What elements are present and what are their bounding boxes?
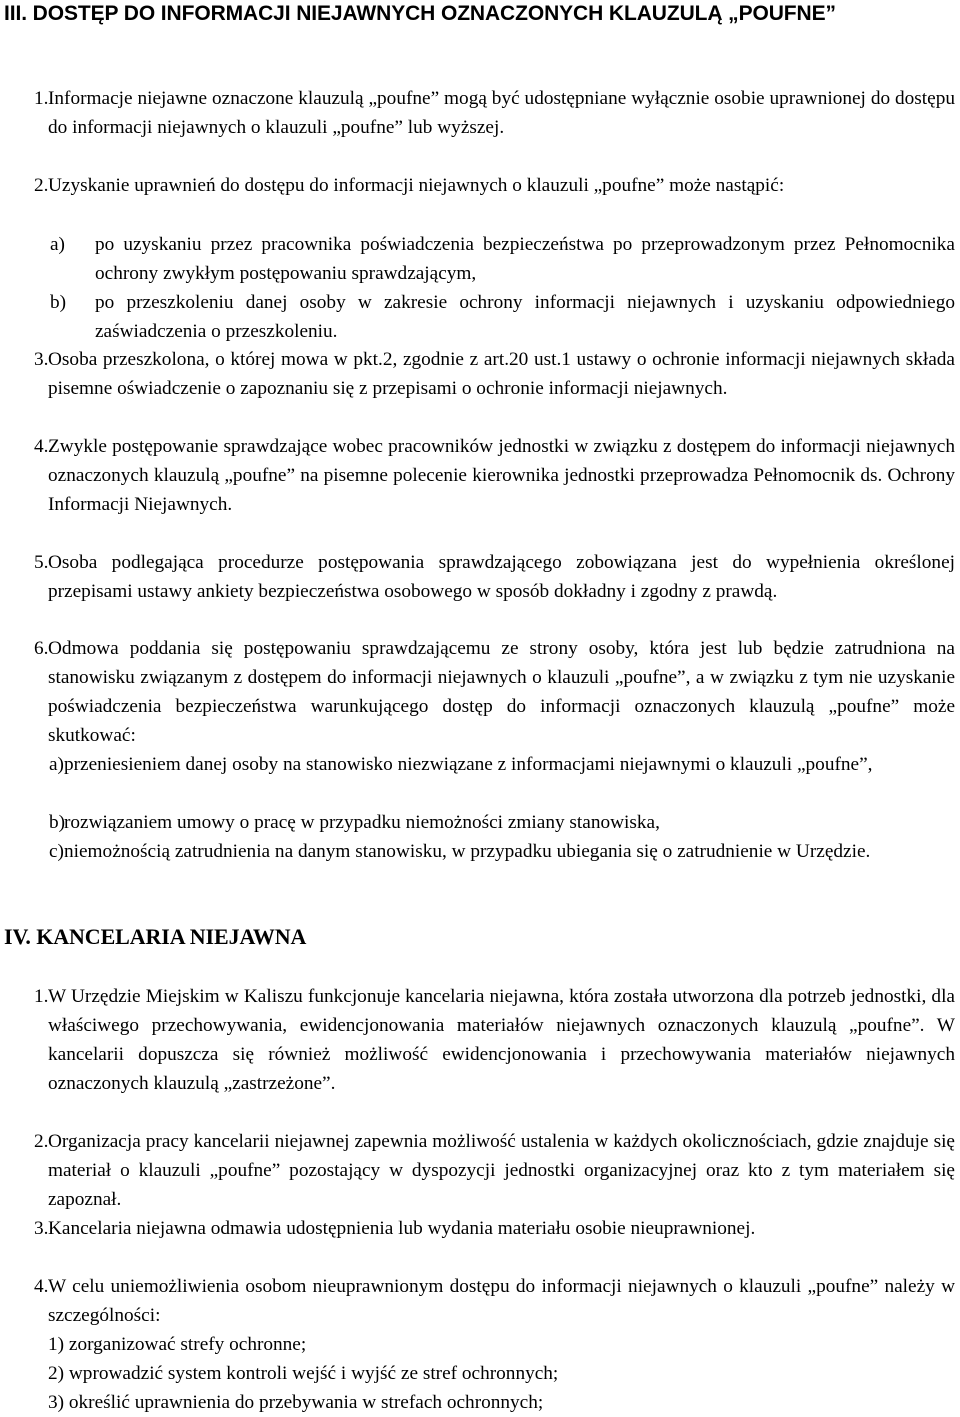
- section-heading-iii: III. DOSTĘP DO INFORMACJI NIEJAWNYCH OZNACZONYCH KLAUZULĄ „POUFNE”: [4, 2, 836, 25]
- sub-item-text: po przeszkoleniu danej osoby w zakresie ochrony informacji niejawnych i uzyskaniu odpowiedniego zaświadczenia o przeszkoleniu.: [95, 292, 955, 342]
- sub-item-text: rozwiązaniem umowy o pracę w przypadku niemożności zmiany stanowiska,: [64, 812, 660, 833]
- item-text: Organizacja pracy kancelarii niejawnej zapewnia możliwość ustalenia w każdych okolicznościach, gdzie znajduje się materiał o klauzuli „poufne” pozostający w dyspozycji jednostki organizacyjnej oraz kto z tym materiałem się zapoznał.: [48, 1131, 955, 1210]
- item-number: 2.: [34, 1131, 49, 1152]
- item-number: 3.: [34, 349, 49, 370]
- item-number: 1.: [34, 986, 49, 1007]
- list-item: [34, 1127, 955, 1214]
- item-number: 6.: [34, 638, 49, 659]
- item-number: 3.: [34, 1218, 49, 1239]
- numbered-sub-item: 1) zorganizować strefy ochronne;: [48, 1334, 307, 1355]
- item-text: W celu uniemożliwienia osobom nieuprawnionym dostępu do informacji niejawnych o klauzuli „poufne” należy w szczególności:: [48, 1276, 955, 1326]
- item-text: Osoba przeszkolona, o której mowa w pkt.2, zgodnie z art.20 ust.1 ustawy o ochronie informacji niejawnych składa pisemne oświadczenie o zapoznaniu się z przepisami o ochronie informacji niejawnych.: [48, 349, 955, 399]
- sub-list-item: [49, 837, 955, 866]
- item-number: 2.: [34, 175, 49, 196]
- sub-list-item: [49, 808, 955, 837]
- list-item: [34, 345, 955, 403]
- sub-item-text: po uzyskaniu przez pracownika poświadczenia bezpieczeństwa po przeprowadzonym przez Pełnomocnika ochrony zwykłym postępowaniu sprawdzającym,: [95, 234, 955, 284]
- list-item: [34, 84, 955, 142]
- sub-item-marker: a): [49, 754, 64, 775]
- sub-list-item: [50, 288, 955, 346]
- list-item: [34, 171, 955, 200]
- sub-item-marker: a): [50, 234, 65, 255]
- sub-item-text: przeniesieniem danej osoby na stanowisko niezwiązane z informacjami niejawnymi o klauzuli „poufne”,: [64, 754, 873, 775]
- item-number: 1.: [34, 88, 49, 109]
- sub-list-item: [49, 750, 955, 779]
- list-item: [34, 1214, 848, 1243]
- numbered-sub-item: 3) określić uprawnienia do przebywania w strefach ochronnych;: [48, 1392, 544, 1413]
- sub-item-marker: c): [49, 841, 64, 862]
- item-number: 4.: [34, 436, 49, 457]
- section-heading-iv: IV. KANCELARIA NIEJAWNA: [4, 924, 307, 949]
- item-text: Odmowa poddania się postępowaniu sprawdzającemu ze strony osoby, która jest lub będzie zatrudniona na stanowisku związanym z dostępem do informacji niejawnych o klauzuli „poufne”, a w związku z tym nie uzyskanie poświadczenia bezpieczeństwa warunkującego dostęp do informacji oznaczonych klauzulą „poufne” może skutkować:: [48, 638, 955, 746]
- item-number: 4.: [34, 1276, 49, 1297]
- list-item: [34, 548, 955, 606]
- sub-list-item: [50, 230, 955, 288]
- numbered-sub-item: 2) wprowadzić system kontroli wejść i wyjść ze stref ochronnych;: [48, 1363, 559, 1384]
- item-text: Zwykle postępowanie sprawdzające wobec pracowników jednostki w związku z dostępem do informacji niejawnych oznaczonych klauzulą „poufne” na pisemne polecenie kierownika jednostki przeprowadza Pełnomocnik ds. Ochrony Informacji Niejawnych.: [48, 436, 955, 515]
- list-item: [34, 982, 955, 1098]
- item-number: 5.: [34, 552, 49, 573]
- sub-item-text: niemożnością zatrudnienia na danym stanowisku, w przypadku ubiegania się o zatrudnienie w Urzędzie.: [64, 841, 871, 862]
- sub-item-marker: b): [50, 292, 67, 313]
- item-text: Uzyskanie uprawnień do dostępu do informacji niejawnych o klauzuli „poufne” może nastąpić:: [48, 175, 785, 196]
- sub-item-marker: b): [49, 812, 66, 833]
- item-text: Informacje niejawne oznaczone klauzulą „poufne” mogą być udostępniane wyłącznie osobie uprawnionej do dostępu do informacji niejawnych o klauzuli „poufne” lub wyższej.: [48, 88, 955, 138]
- item-text: Kancelaria niejawna odmawia udostępnienia lub wydania materiału osobie nieuprawnionej.: [48, 1218, 756, 1239]
- list-item: [34, 432, 955, 519]
- item-text: W Urzędzie Miejskim w Kaliszu funkcjonuje kancelaria niejawna, która została utworzona dla potrzeb jednostki, dla właściwego przechowywania, ewidencjonowania materiałów niejawnych oznaczonych klauzulą „poufne”. W kancelarii dopuszcza się również możliwość ewidencjonowania i przechowywania materiałów niejawnych oznaczonych klauzulą „zastrzeżone”.: [48, 986, 955, 1094]
- list-item: [34, 634, 955, 750]
- item-text: Osoba podlegająca procedurze postępowania sprawdzającego zobowiązana jest do wypełnienia określonej przepisami ustawy ankiety bezpieczeństwa osobowego w sposób dokładny i zgodny z prawdą.: [48, 552, 955, 602]
- list-item: [34, 1272, 955, 1330]
